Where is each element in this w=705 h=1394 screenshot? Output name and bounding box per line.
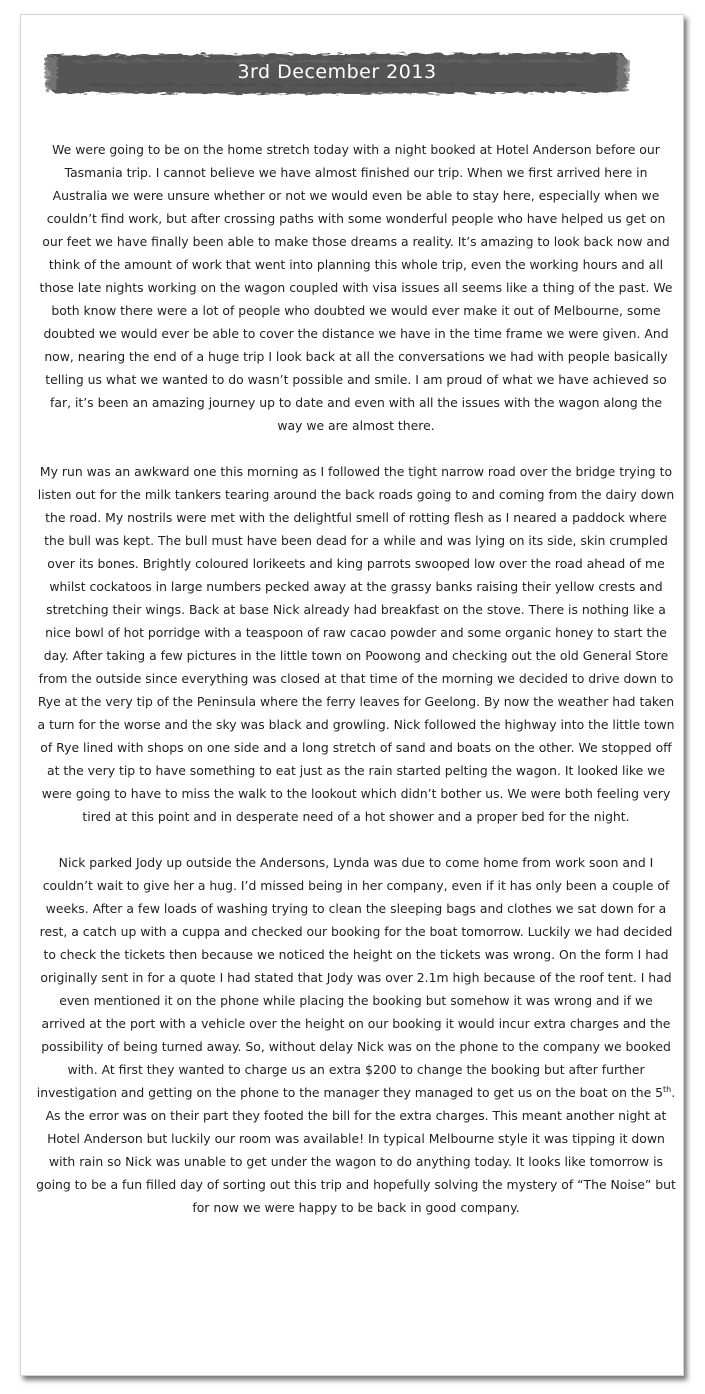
entry-date-title: 3rd December 2013 — [237, 61, 437, 83]
paragraph-3-text-start: Nick parked Jody up outside the Andersons, Lynda was due to come home from work soon and I couldn’t wait to give her a hug. I’d missed being in her company, even if it has only been a couple of weeks. After a few loads of washing trying to clean the sleeping bags and clothes we sat down for a rest, a catch up with a cuppa and checked our booking for the boat tomorrow. Luckily we had decided to check the tickets then because we noticed the height on the tickets was wrong. On the form I had originally sent in for a quote I had stated that Jody was over 2.1m high because of the roof tent. I had even mentioned it on the phone while placing the booking but somehow it was wrong and if we arrived at the port with a vehicle over the height on our booking it would incur extra charges and the possibility of being turned away. So, without delay Nick was on the phone to the company we booked with. At first they wanted to charge us an extra $200 to change the booking but after further investigation and getting on the phone to the manager they managed to get us on the boat on the 5 — [36, 855, 673, 1100]
paragraph-3 — [36, 851, 676, 1219]
journal-entry-body — [36, 138, 676, 1242]
paragraph-1: We were going to be on the home stretch today with a night booked at Hotel Anderson before our Tasmania trip. I cannot believe we have almost finished our trip. When we first arrived here in Australia we were unsure whether or not we would even be able to stay here, especially when we couldn’t find work, but after crossing paths with some wonderful people who have helped us get on our feet we have finally been able to make those dreams a reality. It’s amazing to look back now and think of the amount of work that went into planning this whole trip, even the working hours and all those late nights working on the wagon coupled with visa issues all seems like a thing of the past. We both know there were a lot of people who doubted we would ever make it out of Melbourne, some doubted we would ever be able to cover the distance we have in the time frame we were given. And now, nearing the end of a huge trip I look back at all the conversations we had with people basically telling us what we wanted to do wasn’t possible and smile. I am proud of what we have achieved so far, it’s been an amazing journey up to date and even with all the issues with the wagon along the way we are almost there. — [39, 142, 673, 433]
paragraph-3-text-end: . As the error was on their part they footed the bill for the extra charges. This meant another night at Hotel Anderson but luckily our room was available! In typical Melbourne style it was tipping it down with rain so Nick was unable to get under the wagon to do anything today. It looks like tomorrow is going to be a fun filled day of sorting out this trip and hopefully solving the mystery of “The Noise” but for now we were happy to be back in good company. — [36, 1085, 676, 1215]
date-banner — [44, 50, 630, 98]
paragraph-2: My run was an awkward one this morning as I followed the tight narrow road over the bridge trying to listen out for the milk tankers tearing around the back roads going to and coming from the dairy down the road. My nostrils were met with the delightful smell of rotting flesh as I neared a paddock where the bull was kept. The bull must have been dead for a while and was lying on its side, skin crumpled over its bones. Brightly coloured lorikeets and king parrots swooped low over the road ahead of me whilst cockatoos in large numbers pecked away at the grassy banks raising their yellow crests and stretching their wings. Back at base Nick already had breakfast on the stove. There is nothing like a nice bowl of hot porridge with a teaspoon of raw cacao powder and some organic honey to start the day. After taking a few pictures in the little town on Poowong and checking out the old General Store from the outside since everything was closed at that time of the morning we decided to drive down to Rye at the very tip of the Peninsula where the ferry leaves for Geelong. By now the weather had taken a turn for the worse and the sky was black and growling. Nick followed the highway into the little town of Rye lined with shops on one side and a long stretch of sand and boats on the other. We stopped off at the very tip to have something to eat just as the rain started pelting the wagon. It looked like we were going to have to miss the walk to the lookout which didn’t bother us. We were both feeling very tired at this point and in desperate need of a hot shower and a proper bed for the night. — [37, 464, 675, 824]
ordinal-suffix: th — [663, 1084, 672, 1094]
